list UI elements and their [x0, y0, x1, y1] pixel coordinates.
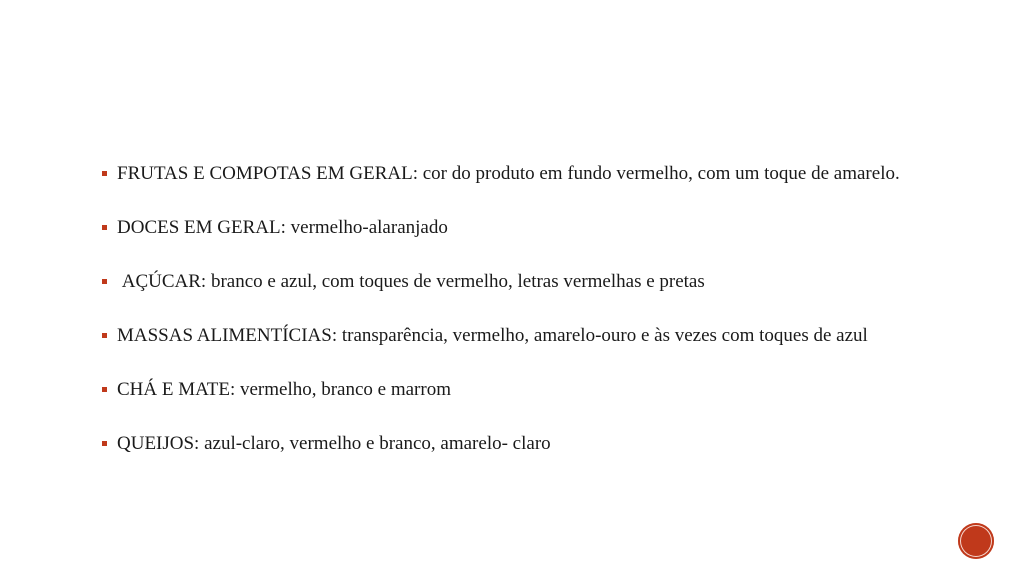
square-bullet-icon	[102, 171, 107, 176]
square-bullet-icon	[102, 441, 107, 446]
bullet-item-frutas	[100, 153, 900, 194]
bullet-item-doces	[100, 207, 900, 248]
slide-number-badge	[958, 523, 994, 559]
bullet-list	[100, 153, 900, 477]
bullet-item-queijos	[100, 423, 900, 464]
bullet-text: MASSAS ALIMENTÍCIAS: transparência, vermelho, amarelo-ouro e às vezes com toques de azul	[117, 325, 868, 346]
square-bullet-icon	[102, 387, 107, 392]
bullet-text: FRUTAS E COMPOTAS EM GERAL: cor do produto em fundo vermelho, com um toque de amarelo.	[117, 163, 900, 184]
bullet-text: AÇÚCAR: branco e azul, com toques de vermelho, letras vermelhas e pretas	[117, 271, 705, 292]
bullet-item-acucar	[100, 261, 900, 302]
square-bullet-icon	[102, 279, 107, 284]
square-bullet-icon	[102, 333, 107, 338]
slide-number-label	[958, 523, 994, 559]
bullet-item-massas	[100, 315, 900, 356]
bullet-text: DOCES EM GERAL: vermelho-alaranjado	[117, 217, 448, 238]
bullet-item-cha	[100, 369, 900, 410]
bullet-text: QUEIJOS: azul-claro, vermelho e branco, amarelo- claro	[117, 433, 551, 454]
square-bullet-icon	[102, 225, 107, 230]
bullet-text: CHÁ E MATE: vermelho, branco e marrom	[117, 379, 451, 400]
